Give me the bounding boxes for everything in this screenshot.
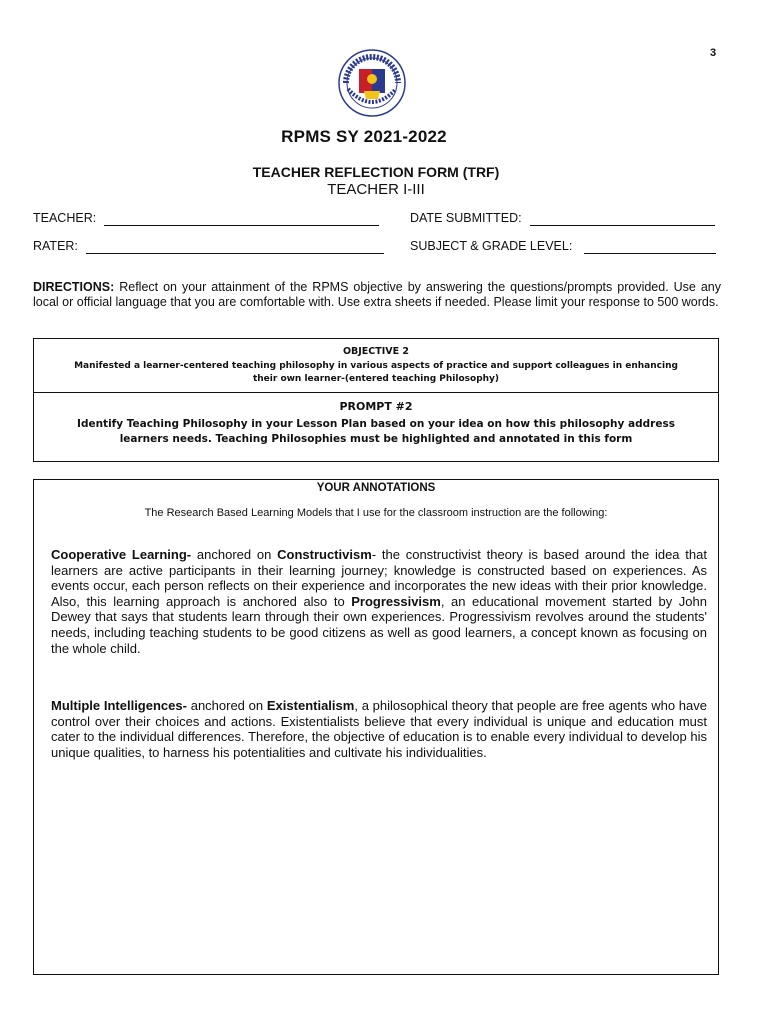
text-span: anchored on xyxy=(191,547,278,562)
date-submitted-label: DATE SUBMITTED: xyxy=(410,211,522,225)
objective-title: OBJECTIVE 2 xyxy=(342,346,410,357)
divider xyxy=(34,392,718,393)
rater-label: RATER: xyxy=(33,239,78,253)
subject-grade-label: SUBJECT & GRADE LEVEL: xyxy=(410,239,573,253)
subject-grade-field[interactable] xyxy=(584,253,716,254)
text-span: , a philosophical theory that people are free agents who have control over their choices and actions. Existentialists believe that every individual is unique and education must cater to the individual differences. Therefore, the objective of education is to enable every individual to develop his unique qualities, to harness his potentialities and cultivate his individualities. xyxy=(51,698,707,760)
annotations-box[interactable] xyxy=(33,479,719,975)
directions-label: DIRECTIONS: xyxy=(33,280,115,294)
text-span: - the constructivist theory is based around the idea that learners are active participants in their learning journey; knowledge is constructed based on experiences. As events occur, each person reflects on their experience and incorporates the new ideas with their prior knowledge. Also, this learning approach is anchored also to xyxy=(51,547,707,609)
rater-field[interactable] xyxy=(86,253,384,254)
teacher-field[interactable] xyxy=(104,225,379,226)
directions-text: Reflect on your attainment of the RPMS objective by answering the questions/prompts provided. Use any local or official language that you are comfortable with. Use extra sheets if needed. Please limit your response to 500 words. xyxy=(33,280,721,309)
multiple-intelligences-paragraph xyxy=(51,698,707,760)
deped-seal-icon xyxy=(338,49,406,117)
annotations-intro: The Research Based Learning Models that I use for the classroom instruction are the following: xyxy=(144,507,608,519)
annotations-title: YOUR ANNOTATIONS xyxy=(316,482,436,494)
text-span: , an educational movement started by John Dewey that says that students learn through their own experiences. Progressivism revolves around the students' needs, including teaching students to be good citizens as well as good learners, a concept known as focusing on the whole child. xyxy=(51,593,707,656)
term-constructivism: Constructivism xyxy=(277,547,372,562)
objective-text: Manifested a learner-centered teaching philosophy in various aspects of practice and support colleagues in enhancing their own learner-(entered teaching Philosophy) xyxy=(74,361,678,384)
term-existentialism: Existentialism xyxy=(266,698,355,713)
text-span: anchored on xyxy=(186,698,267,713)
date-submitted-field[interactable] xyxy=(530,225,715,226)
directions xyxy=(33,280,721,310)
objective-prompt-box xyxy=(33,338,719,462)
prompt-title: PROMPT #2 xyxy=(339,400,413,413)
teacher-label: TEACHER: xyxy=(33,211,97,225)
term-cooperative-learning: Cooperative Learning- xyxy=(51,547,192,562)
term-multiple-intelligences: Multiple Intelligences- xyxy=(51,698,187,713)
form-title: TEACHER REFLECTION FORM (TRF) xyxy=(252,164,500,180)
page-title: RPMS SY 2021-2022 xyxy=(281,127,447,146)
cooperative-learning-paragraph xyxy=(51,547,707,656)
form-level: TEACHER I-III xyxy=(327,181,425,198)
term-progressivism: Progressivism xyxy=(351,593,441,609)
page-number: 3 xyxy=(710,47,717,59)
prompt-text: Identify Teaching Philosophy in your Lesson Plan based on your idea on how this philosophy address learners needs. Teaching Philosophies must be highlighted and annotated in this form xyxy=(77,418,675,445)
